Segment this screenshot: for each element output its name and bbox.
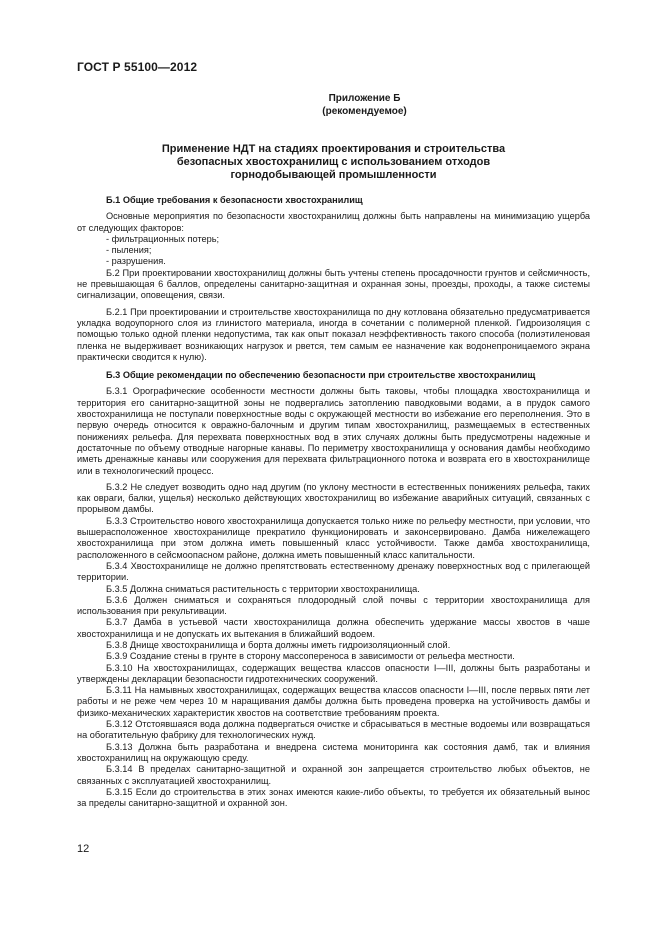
paragraph-b3-3: Б.3.3 Строительство нового хвостохранилища допускается только ниже по рельефу местности, при условии, что вышерасположенное хвостохранилище прекратило функционировать и законсервировано. Дамба нижележащего хвостохранилища при этом должна иметь повышенный класс устойчивости. Также дамба хвостохранилища, расположенного в сейсмоопасном районе, должна иметь повышенный класс капитальности.	[77, 515, 590, 560]
standard-header: ГОСТ Р 55100—2012	[77, 60, 198, 74]
list-item: - пыления;	[106, 245, 152, 256]
list-item: - разрушения.	[106, 256, 166, 267]
paragraph-b3-9: Б.3.9 Создание стены в грунте в сторону массопереноса в зависимости от рельефа местности.	[106, 651, 515, 662]
heading-b1: Б.1 Общие требования к безопасности хвостохранилищ	[106, 195, 363, 205]
paragraph-b3-12: Б.3.12 Отстоявшаяся вода должна подвергаться очистке и сбрасываться в местные водоемы или возвращаться на обогатительную фабрику для технологических нужд.	[77, 719, 590, 741]
appendix-title: Приложение Б	[328, 93, 401, 104]
paragraph-b3-7: Б.3.7 Дамба в устьевой части хвостохранилища должна обеспечить удержание массы хвостов в чаше хвостохранилища и не допускать их вытекания в ближайший водоем.	[77, 617, 590, 639]
title-line-3: горнодобывающей промышленности	[230, 169, 437, 181]
paragraph-b3-1: Б.3.1 Орографические особенности местности должны быть таковы, чтобы площадка хвостохранилища и территория его санитарно-защитной зоны не подвергались затоплению паводковыми водами, а в прудок самого хвостохранилища не поступали поверхностные воды с окружающей местности во избежание его переполнения. Это в первую очередь относится к овражно-балочным и другим типам хвостохранилищ, размещаемых в естественных понижениях рельефа. Для перехвата поверхностных вод в этих случаях должны быть предусмотрены надежные и достаточные по объему отводные нагорные канавы. По периметру хвостохранилища у основания дамбы необходимо иметь дренажные канавы или сооружения для перехвата фильтрационного потока и возврата его в хвостохранилище или в технологический процесс.	[77, 386, 590, 476]
paragraph-b3-13: Б.3.13 Должна быть разработана и внедрена система мониторинга как состояния дамб, так и влияния хвостохранилищ на окружающую среду.	[77, 741, 590, 763]
paragraph-b2-1: Б.2.1 При проектировании и строительстве хвостохранилища по дну котлована обязательно предусматривается укладка водоупорного слоя из глинистого материала, иногда в сочетании с полимерной пленкой. Гидроизоляция с помощью только одной пленки недопустима, так как опыт показал неэффективность такого способа (полиэтиленовая пленка не выдерживает возникающих нагрузок и рвется, тем самым ее назначение как водонепроницаемого экрана практически сводится к нулю).	[77, 306, 590, 362]
paragraph-b3-11: Б.3.11 На намывных хвостохранилищах, содержащих вещества классов опасности I—III, после первых пяти лет работы и не реже чем через 10 м наращивания дамбы должна быть проведена проверка на устойчивость дамбы и физико-механических характеристик хвостов на соответствие требованиям проекта.	[77, 685, 590, 718]
paragraph-b3-4: Б.3.4 Хвостохранилище не должно препятствовать естественному дренажу поверхностных вод с прилегающей территории.	[77, 560, 590, 583]
paragraph-b3-5: Б.3.5 Должна сниматься растительность с территории хвостохранилища.	[106, 583, 420, 594]
paragraph-b2: Б.2 При проектировании хвостохранилищ должны быть учтены степень просадочности грунтов и сейсмичность, не превышающая 6 баллов, определены санитарно-защитная и охранная зоны, проезды, проходы, а также системы сигнализации, оповещения, связи.	[77, 267, 590, 301]
heading-b3: Б.3 Общие рекомендации по обеспечению безопасности при строительстве хвостохранилищ	[106, 370, 536, 381]
paragraph-b3-2: Б.3.2 Не следует возводить одно над другим (по уклону местности в естественных понижениях рельефа, таких как овраги, балки, ущелья) несколько действующих хвостохранилищ во избежание аварийных ситуаций, связанных с прорывом дамбы.	[77, 481, 590, 515]
title-line-2: безопасных хвостохранилищ с использованием отходов	[176, 156, 491, 168]
paragraph-b1: Основные мероприятия по безопасности хвостохранилищ должны быть направлены на минимизацию ущерба от следующих факторов:	[77, 211, 590, 233]
paragraph-b3-8: Б.3.8 Днище хвостохранилища и борта должны иметь гидроизоляционный слой.	[106, 639, 451, 650]
paragraph-b3-14: Б.3.14 В пределах санитарно-защитной и охранной зон запрещается строительство любых объектов, не связанных с эксплуатацией хвостохранилищ.	[77, 764, 590, 786]
document-body	[77, 195, 590, 809]
appendix-status: (рекомендуемое)	[322, 106, 407, 117]
title-line-1: Применение НДТ на стадиях проектирования и строительства	[161, 143, 506, 155]
list-item: - фильтрационных потерь;	[106, 233, 220, 244]
paragraph-b3-15: Б.3.15 Если до строительства в этих зонах имеются какие-либо объекты, то требуется их обязательный вынос за пределы санитарно-защитной и охранной зон.	[77, 786, 590, 809]
paragraph-b3-6: Б.3.6 Должен сниматься и сохраняться плодородный слой почвы с территории хвостохранилища для использования при рекультивации.	[77, 594, 590, 617]
paragraph-b3-10: Б.3.10 На хвостохранилищах, содержащих вещества классов опасности I—III, должны быть разработаны и утверждены декларации безопасности гидротехнических сооружений.	[77, 662, 590, 684]
appendix-label	[0, 92, 661, 118]
section-title	[77, 143, 590, 182]
page-number: 12	[77, 843, 90, 855]
